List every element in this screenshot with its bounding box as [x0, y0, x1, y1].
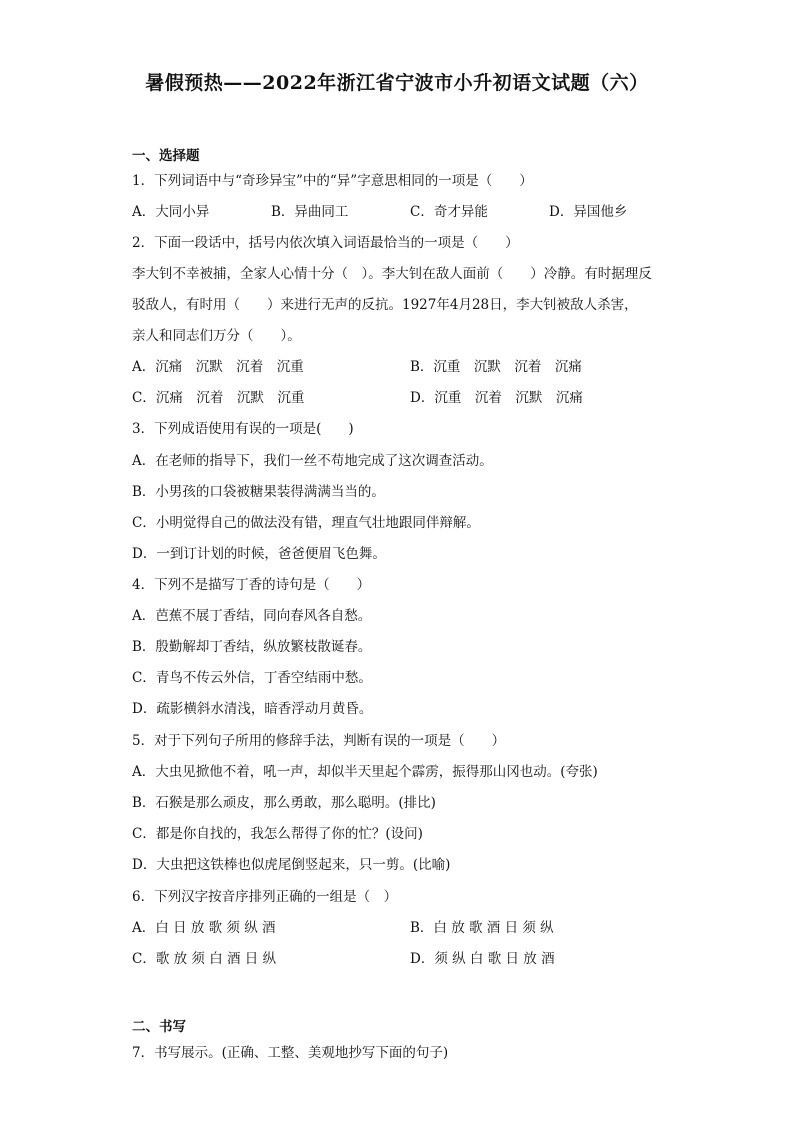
question-1-option-b: B．异曲同工 — [271, 204, 349, 220]
question-2-option-c: C．沉痛 沉着 沉默 沉重 — [132, 390, 305, 406]
page-title: 暑假预热——2022年浙江省宁波市小升初语文试题（六） — [145, 72, 649, 94]
question-4-option-a: A．芭蕉不展丁香结，同向春风各自愁。 — [132, 608, 372, 624]
question-6-option-b: B．白 放 歌 酒 日 须 纵 — [410, 920, 554, 936]
question-6-option-d: D．须 纵 白 歌 日 放 酒 — [410, 951, 555, 967]
question-3-option-a: A．在老师的指导下，我们一丝不苟地完成了这次调查活动。 — [132, 453, 493, 469]
question-1-option-d: D．异国他乡 — [549, 204, 628, 220]
question-2-stem: 2．下面一段话中，括号内依次填入词语最恰当的一项是（ ） — [132, 235, 519, 251]
question-5-option-d: D．大虫把这铁棒也似虎尾倒竖起来，只一剪。(比喻) — [132, 857, 451, 873]
question-3-option-c: C．小明觉得自己的做法没有错，理直气壮地跟同伴辩解。 — [132, 515, 480, 531]
question-3-option-b: B．小男孩的口袋被糖果装得满满当当的。 — [132, 484, 385, 500]
question-4-option-c: C．青鸟不传云外信，丁香空结雨中愁。 — [132, 670, 372, 686]
question-3-stem: 3．下列成语使用有误的一项是( ) — [132, 421, 354, 437]
question-4-option-d: D．疏影横斜水清浅，暗香浮动月黄昏。 — [132, 701, 373, 717]
question-2-option-b: B．沉重 沉默 沉着 沉痛 — [410, 359, 582, 375]
question-2-option-a: A．沉痛 沉默 沉着 沉重 — [132, 359, 304, 375]
question-2-passage-line: 亲人和同志们万分（ ）。 — [132, 328, 301, 344]
question-2-passage-line: 驳敌人，有时用（ ）来进行无声的反抗。1927年4月28日，李大钊被敌人杀害， — [132, 297, 638, 313]
question-6-stem: 6．下列汉字按音序排列正确的一组是（ ） — [132, 889, 398, 905]
question-5-option-b: B．石猴是那么顽皮，那么勇敢，那么聪明。(排比) — [132, 795, 436, 811]
question-4-stem: 4．下列不是描写丁香的诗句是（ ） — [132, 577, 371, 593]
question-1-stem: 1．下列词语中与“奇珍异宝”中的“异”字意思相同的一项是（ ） — [132, 173, 533, 189]
question-6-option-c: C．歌 放 须 白 酒 日 纵 — [132, 951, 277, 967]
question-1-option-a: A．大同小异 — [132, 204, 210, 220]
section-heading-writing: 二、书写 — [132, 1019, 186, 1035]
question-5-stem: 5．对于下列句子所用的修辞手法，判断有误的一项是（ ） — [132, 733, 506, 749]
question-2-passage-line: 李大钊不幸被捕，全家人心情十分（ ）。李大钊在敌人面前（ ）冷静。有时据理反 — [132, 266, 652, 282]
question-4-option-b: B．殷勤解却丁香结，纵放繁枝散诞春。 — [132, 639, 372, 655]
question-5-option-a: A．大虫见掀他不着，吼一声，却似半天里起个霹雳，振得那山冈也动。(夸张) — [132, 764, 598, 780]
question-3-option-d: D．一到订计划的时候，爸爸便眉飞色舞。 — [132, 546, 386, 562]
question-6-option-a: A．白 日 放 歌 须 纵 酒 — [132, 920, 276, 936]
question-5-option-c: C．都是你自找的，我怎么帮得了你的忙？(设问) — [132, 826, 423, 842]
question-1-option-c: C．奇才异能 — [410, 204, 488, 220]
question-7-stem: 7．书写展示。(正确、工整、美观地抄写下面的句子) — [132, 1045, 449, 1061]
question-2-option-d: D．沉重 沉着 沉默 沉痛 — [410, 390, 583, 406]
section-heading-choice: 一、选择题 — [132, 148, 200, 164]
